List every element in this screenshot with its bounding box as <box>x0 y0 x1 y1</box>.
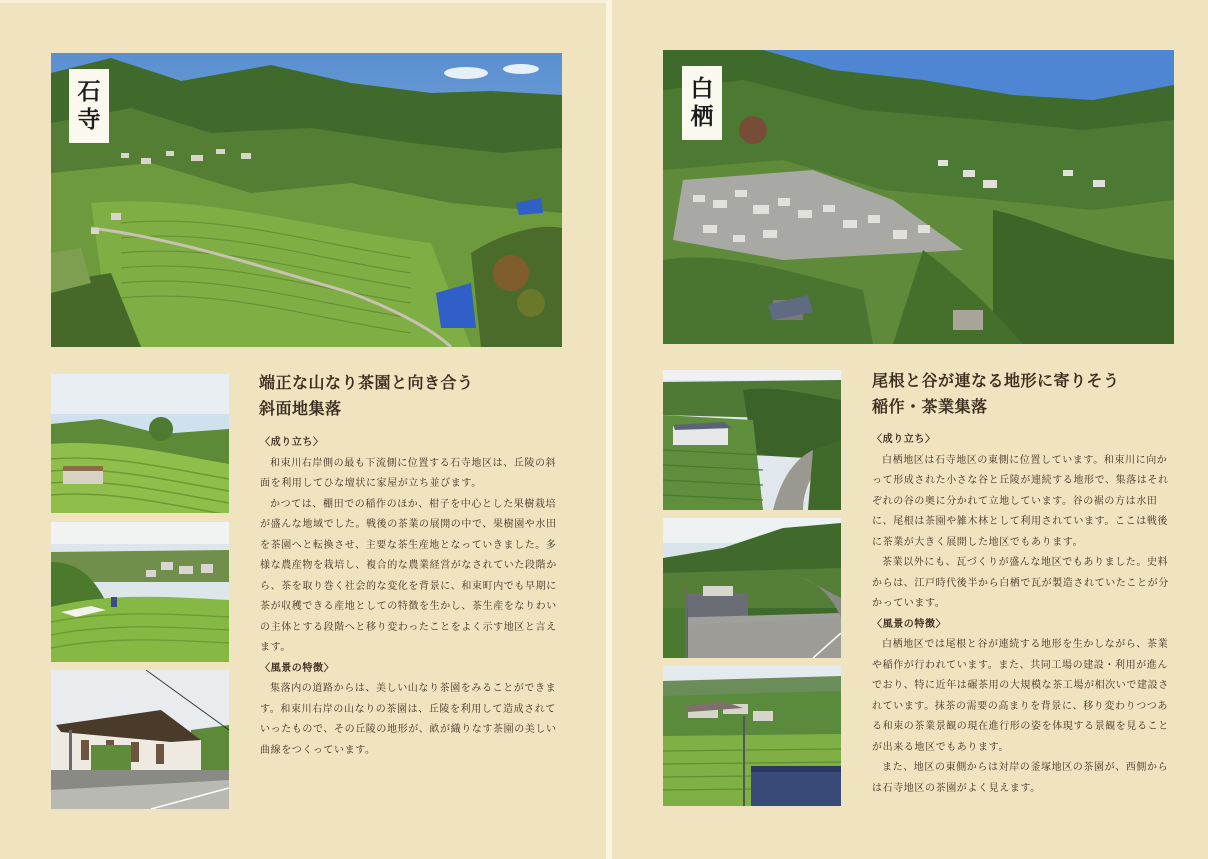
paragraph: 集落内の道路からは、美しい山なり茶園をみることができます。和束川右岸の山なりの茶園は、丘陵を利用して造成されていったもので、その丘陵の地形が、畝が織りなす茶園の美しい曲線をつくっています。 <box>260 683 557 756</box>
district-label-char: 石 <box>77 79 101 105</box>
section-title-landscape: 〈風景の特徴〉 <box>872 618 947 630</box>
ishidera-village-photo <box>51 522 229 662</box>
ishidera-heading <box>259 370 559 422</box>
ishidera-street-photo <box>51 670 229 809</box>
right-page <box>612 0 1208 859</box>
paragraph: 白栖地区では尾根と谷が連続する地形を生かしながら、茶業や稲作が行われています。また、共同工場の建設・利用が進んでおり、特に近年は碾茶用の大規模な茶工場が相次いで建設されています。抹茶の需要の高まりを背景に、移り変わりつつある和束の茶業景観の現在進行形の姿を体現する景観を見ることが出来る地区でもあります。 <box>872 639 1169 753</box>
heading-line-2: 斜面地集落 <box>259 399 342 418</box>
paragraph: かつては、棚田での稲作のほか、柑子を中心とした果樹栽培が盛んな地域でした。戦後の茶業の展開の中で、果樹園や水田を茶園へと転換させ、主要な茶生産地となっていきました。多様な農産物を栽培し、複合的な農業経営がなされていた段階から、茶を取り巻く社会的な変化を背景に、和束町内でも早期に茶が収穫できる産地としての特徴を生かし、茶生産をなりわいの主体とする段階へと移り変わったことをよく示す地区と言えます。 <box>260 498 557 653</box>
page-edge <box>0 0 606 3</box>
paragraph: 白栖地区は石寺地区の東側に位置しています。和束川に向かって形成された小さな谷と丘陵が連続する地形で、集落はそれぞれの谷の奥に分かれて立地しています。谷の裾の方は水田に、尾根は茶園や雑木林として利用されています。ここは戦後に茶業が大きく展開した地区でもあります。 <box>872 454 1169 548</box>
shirasu-path-photo <box>663 370 841 510</box>
section-title-origin: 〈成り立ち〉 <box>872 434 936 445</box>
shirasu-main-photo <box>663 50 1174 344</box>
district-label-shirasu <box>682 66 722 140</box>
district-label-ishidera <box>69 69 109 143</box>
heading-line-2: 稲作・茶業集落 <box>872 397 988 416</box>
shirasu-road-photo <box>663 518 841 658</box>
ishidera-tea-field-photo <box>51 374 229 513</box>
section-title-landscape: 〈風景の特徴〉 <box>260 662 335 674</box>
ishidera-main-photo <box>51 53 562 347</box>
section-title-origin: 〈成り立ち〉 <box>260 437 324 448</box>
paragraph: 茶業以外にも、瓦づくりが盛んな地区でもありました。史料からは、江戸時代後半から白栖で瓦が製造されていたことが分かっています。 <box>872 557 1169 609</box>
district-label-char: 白 <box>690 76 714 102</box>
shirasu-body-text <box>872 430 1177 799</box>
ishidera-body-text <box>260 433 565 761</box>
shirasu-heading <box>872 368 1192 420</box>
district-label-char: 栖 <box>690 104 714 130</box>
paragraph: また、地区の東側からは対岸の釜塚地区の茶園が、西側からは石寺地区の茶園がよく見えます。 <box>872 762 1169 794</box>
paragraph: 和束川右岸側の最も下流側に位置する石寺地区は、丘陵の斜面を利用してひな壇状に家屋が立ち並びます。 <box>260 457 557 489</box>
district-label-char: 寺 <box>77 107 101 133</box>
shirasu-factory-photo <box>663 666 841 806</box>
heading-line-1: 尾根と谷が連なる地形に寄りそう <box>872 371 1120 390</box>
heading-line-1: 端正な山なり茶園と向き合う <box>259 373 474 392</box>
